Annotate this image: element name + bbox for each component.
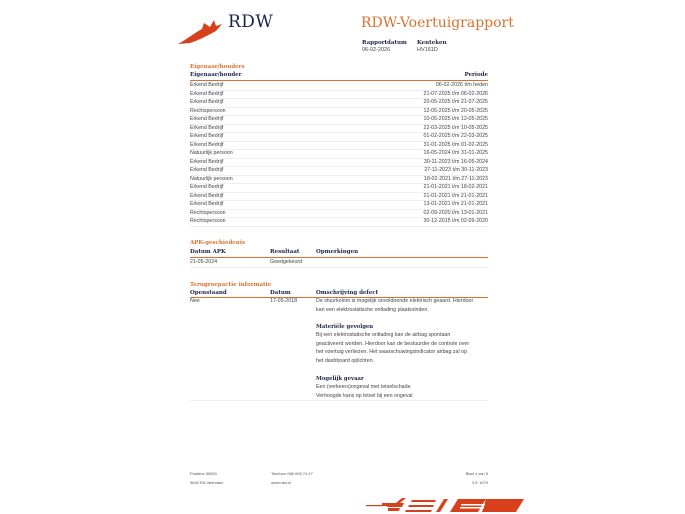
owner-type: Natuurlijk persoon bbox=[190, 150, 233, 156]
owner-period: 06-02-2026 t/m heden bbox=[435, 82, 488, 88]
report-date-label: Rapportdatum bbox=[362, 40, 407, 46]
owner-period: 27-11-2023 t/m 30-11-2023 bbox=[424, 167, 488, 173]
owners-col-period: Periode bbox=[464, 72, 488, 78]
rdw-logo-icon bbox=[176, 18, 224, 46]
owner-row bbox=[190, 217, 488, 227]
recall-row-divider bbox=[190, 400, 488, 401]
logo-text: RDW bbox=[228, 12, 274, 32]
owner-type: Erkend Bedrijf bbox=[190, 99, 224, 105]
recall-col-date: Datum bbox=[270, 290, 291, 296]
owner-period: 31-01-2025 t/m 01-02-2025 bbox=[423, 141, 488, 148]
owner-period: 02-09-2020 t/m 13-01-2021 bbox=[423, 209, 488, 216]
consequences-text: Bij een elektrostatische ontlading kan de airbag spontaan geactiveerd worden. Hierdoor kan de bestuurder de controle over het voertuig verliezen. Het waarschuwingsindicator airbag zal op het dashboard oplichten. bbox=[316, 332, 470, 364]
owner-type: Erkend Bedrijf bbox=[190, 158, 224, 165]
owner-type: Erkend Bedrijf bbox=[190, 167, 224, 173]
owner-type: Erkend Bedrijf bbox=[190, 116, 224, 122]
owner-type: Erkend Bedrijf bbox=[190, 124, 224, 131]
footer-phone: Telefoon 088 008 74 47 bbox=[271, 471, 313, 476]
owner-type: Rechtspersoon bbox=[190, 107, 226, 114]
owner-type: Erkend Bedrijf bbox=[190, 201, 224, 207]
plate-label: Kenteken bbox=[417, 40, 447, 46]
recall-section-title: Terugroepactie informatie bbox=[190, 282, 272, 288]
owner-period: 16-05-2024 t/m 31-01-2025 bbox=[423, 150, 488, 156]
footer-address-1: Postbus 30000 bbox=[190, 471, 217, 476]
owner-type: Erkend Bedrijf bbox=[190, 133, 224, 139]
owners-section-title: Eigenaar/houders bbox=[190, 64, 245, 70]
apk-col-date: Datum APK bbox=[190, 249, 226, 255]
apk-result: Goedgekeurd bbox=[270, 259, 303, 265]
apk-date: 21-05-2024 bbox=[190, 259, 218, 265]
owner-period: 10-05-2025 t/m 12-05-2025 bbox=[423, 116, 488, 122]
plate-value: HV161D bbox=[417, 47, 438, 53]
owner-period: 30-12-2015 t/m 02-09-2020 bbox=[423, 218, 488, 224]
footer-website: www.rdw.nl bbox=[271, 480, 292, 485]
recall-open: Nee bbox=[190, 298, 200, 304]
report-title: RDW-Voertuigrapport bbox=[361, 15, 514, 31]
owner-type: Erkend Bedrijf bbox=[190, 192, 224, 199]
owner-period: 30-11-2023 t/m 16-05-2024 bbox=[423, 158, 488, 165]
apk-row bbox=[190, 258, 488, 268]
owner-period: 20-05-2025 t/m 21-07-2025 bbox=[423, 99, 488, 105]
recall-date: 17-05-2018 bbox=[270, 298, 298, 304]
recall-col-desc: Omschrijving defect bbox=[316, 290, 379, 296]
owners-col-owner: Eigenaar/houder bbox=[190, 72, 242, 78]
owner-period: 12-05-2025 t/m 20-05-2025 bbox=[423, 107, 488, 114]
owner-period: 18-02-2021 t/m 27-11-2023 bbox=[423, 175, 488, 182]
footer-page: Blad 4 van 5 bbox=[465, 471, 488, 476]
report-date-value: 06-02-2026 bbox=[362, 47, 391, 53]
owner-type: Erkend Bedrijf bbox=[190, 90, 224, 97]
consequences-title: Materiële gevolgen bbox=[316, 324, 374, 330]
owner-period: 21-01-2021 t/m 18-02-2021 bbox=[423, 184, 488, 190]
owner-type: Erkend Bedrijf bbox=[190, 141, 224, 148]
apk-col-remarks: Opmerkingen bbox=[316, 249, 359, 255]
rdw-stripes-icon bbox=[366, 494, 526, 514]
owner-type: Erkend Bedrijf bbox=[190, 184, 224, 190]
owner-period: 22-03-2025 t/m 10-05-2025 bbox=[423, 124, 488, 131]
owner-type: Rechtspersoon bbox=[190, 209, 226, 216]
owner-type: Natuurlijk persoon bbox=[190, 175, 233, 182]
recall-description: De stuurkolom is mogelijk onvoldoende elektrisch geaard. Hierdoor kan een elektrostatische ontlading plaatsvinden. bbox=[316, 298, 474, 313]
owner-period: 13-01-2021 t/m 21-01-2021 bbox=[423, 201, 488, 207]
apk-col-result: Resultaat bbox=[270, 249, 300, 255]
owner-period: 21-01-2021 t/m 21-01-2021 bbox=[423, 192, 488, 199]
owner-period: 21-07-2025 t/m 06-02-2026 bbox=[423, 90, 488, 97]
footer-code: 3 E 1679 bbox=[471, 480, 488, 485]
owner-period: 01-02-2025 t/m 22-03-2025 bbox=[423, 133, 488, 139]
owner-type: Rechtspersoon bbox=[190, 218, 226, 224]
footer-address-2: 9640 RA Veendam bbox=[190, 480, 224, 485]
danger-title: Mogelijk gevaar bbox=[316, 376, 364, 382]
recall-col-open: Openstaand bbox=[190, 290, 227, 296]
danger-text: Een (verkeers)ongeval met letselschade Verhoogde kans op letsel bij een ongeval bbox=[316, 384, 413, 399]
owner-type: Erkend Bedrijf bbox=[190, 82, 224, 88]
apk-section-title: APK-geschiedenis bbox=[190, 240, 245, 246]
